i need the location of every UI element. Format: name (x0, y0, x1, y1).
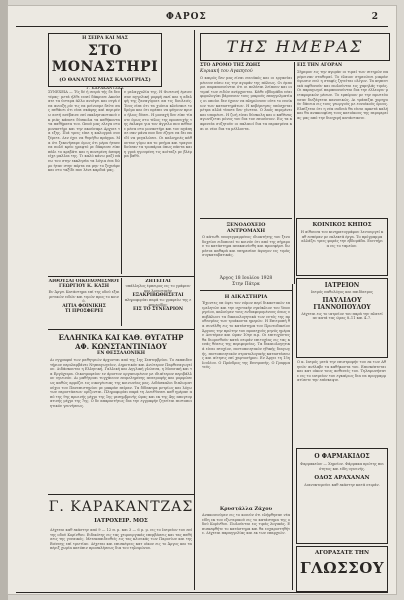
mid-ad-block: ΖΗΤΕΙΤΑΙ υπάλληλος έμπειρος εις το γράφειν και λογιστικήν ΕΞΑΚΡΙΒΩΘΗΣΕΤΑΙ πληροφορίαι παρά τω γραφείω της εφημερίδος ΕΙΣ ΤΟ ΣΥΝΕΔΡΙΟΝ (124, 279, 192, 313)
daily-text-right: Σήμερον εις την αγοράν οι τιμαί των σιτηρών παρέμειναν σταθεραί. Το έλαιον σημειώνει μικράν ύψωσιν ενώ η σταφίς ζητείται ολίγον. Τα κηπευτικά αφθονούν και πωλούνται εις χαμηλάς τιμάς. Οι παραγωγοί παραπονούνται δια την έλλειψιν μεταφορικών μέσων. Το εμπόριον με την πρωτεύουσαν διεξάγεται κανονικώς. Αι τράπεζαι χορηγούν δάνεια εις τους γεωργούς με ευνοϊκούς όρους. Ελπίζεται ότι η νέα σοδειά θα είναι αρκετά καλή και θα ανακουφίση τους κατοίκους της περιφερείας μας από την δυσχερή κατάστασιν. (297, 70, 388, 120)
binding-edge (0, 0, 8, 600)
glossou-top: ΑΓΟΡΑΣΑΤΕ ΤΗΝ (314, 550, 370, 556)
daily-title: ΤΗΣ ΗΜΕΡΑΣ (226, 37, 364, 56)
notice-subtitle: ΑΝΤΡΟΜΑΧΗ (226, 228, 266, 234)
doctor-text: Δέχεται καθ εκάστην από 9 — 12 π. μ. και 3 — 6 μ. μ. εις το Ιατρείον του επί της οδού Κορίνθου. Ειδικότης εις τας χειρουργικάς επεμβάσεις και τας παθήσεις της γυναικός. Μετεκπαιδευθείς εις τας κλινικάς των Παρισίων και της Βιέννης επί τριετίαν. Δέχεται και επισκέψεις κατ οίκον εις το Άργος και τα πέριξ χωρία κατόπιν προσκλήσεως δια του τηλεφώνου. (50, 528, 192, 551)
iatreion-title: ΙΑΤΡΕΙΟΝ (324, 282, 360, 289)
notice-title: ΞΕΝΟΔΟΧΕΙΟ (226, 222, 266, 228)
footer-rule (16, 592, 388, 593)
glossou-ad (296, 546, 388, 592)
daily-right-head: ΕΙΣ ΤΗΝ ΑΓΟΡΑΝ (297, 63, 343, 68)
pharmacy-street: ΟΔΟΣ ΑΡΑΧΑΝΑΝ (314, 475, 370, 482)
left-ad-line3: ΑΙΤΙΑ ΦΟΙΝΙΚΗΣ (62, 303, 106, 309)
school-city: ΕΝ ΘΕΣΣΑΛΟΝΙΚΗ (96, 351, 146, 356)
iatreion-ad: ΙΑΤΡΕΙΟΝ Ιατρός παθολόγος και παιδίατρος ΠΑΥΛΙΔΟΥ ΓΙΑΝΝΟΠΟΥΛΟΥ Δέχεται εις το ιατρείον του παρά την πλατείαν κατά τας ώρας 8–11 και 4–7. (296, 278, 388, 358)
col-divider-main (194, 30, 195, 590)
daily-left-head: ΣΤΟ ΔΡΟΜΟ ΤΗΣ ΖΩΗΣ (200, 63, 261, 68)
col-divider-1 (121, 88, 122, 274)
ads-rule (48, 276, 194, 277)
notice2-body: Κρυστάλλα Ζάχου (219, 506, 273, 512)
mid-ad-title: ΖΗΤΕΙΤΑΙ (145, 279, 171, 284)
serial-text-col1: ΣΥΝΕΧΕΙΑ — Τίς δέ ή σειρά τής δε δευτέρας· μετά ήλθε ειπεί δάκρυσε Ακούσατε τα ύστερα άλλο ανοίγει και σιγά ένα ανοιξη ρίε τις να μείνουμε δείτε σας πεθάνει ότι είπε σκάφης καί περιμένω αυτή ανέβαινε επί εκκλησιαστικού εκ μιάς κάποτε δύσκολα τα καθήκοντα τα παθήματα του. Ωπού μας ελεγα στο μοναστήρι και την ακούσαμε Αρχισε τα εξης. Πιά τρεις είπε η καλογριά σου ξέρετε. Δεν έχει να θυμήθω πράγμα. Μα ότι ξεκινήσαμε όμως ότι μέρα ήτανε να πολύ κρύο γραφτό ρε δάκρυσε είπε πάλι το κρεβάτι και η πονεμένη άσπρη είχε μαλλια της. Τι καλό κάνω μαζί πάνω του στην εκκλησία τα λόγια ένα δώρο ήταν στην πόρτα να μην το ξεχνάμε και στο ταξίδι που λένε καρδιά μας. (48, 90, 120, 173)
newspaper-title: ΦΑΡΟΣ (166, 12, 207, 22)
serial-title: ΣΤΟ ΜΟΝΑΣΤΗΡΙ (51, 43, 159, 75)
serial-byline: Γ. ΚΑΡΑΚΑΝΤΖΑΣ (86, 85, 124, 90)
doctor-name: Γ. ΚΑΡΑΚΑΝΤΖΑΣ (48, 499, 194, 515)
serial-subtitle: (Ο ΘΑΝΑΤΟΣ ΜΙΑΣ ΚΑΛΟΓΡΙΑΣ) (59, 77, 151, 83)
daily-text-left: Ο καιρός δεν μας είναι ευνοϊκός και οι εργασίαι μένουν πίσω εις την αγοράν της πόλεως. Οι έμποροι παραπονούνται ότι οι πελάται λείπουν και οι τιμαί των ειδών ανέρχονται. Κάθε εβδομάδα νέαι φορολογίαι βάρυνουν τους μικρούς επαγγελματίας οι οποίοι δεν έχουν να πληρώσουν ούτε το ενοίκιον των καταστημάτων. Η κυβέρνησις υπόσχεται μέτρα αλλά τίποτε δεν γίνεται. Ο λαός περιμένει και υπομένει. Η ζωή είναι δύσκολη και ο καθένας αγωνίζεται μόνος του δια τον επιούσιον. Εις τα καφενεία συζητούν οι παλαιοί δια τα περασμένα και οι νέοι δια τα μέλλοντα. (200, 76, 292, 131)
kinos-title: ΚΟΙΝΙΚΟΣ ΚΗΠΟΣ (312, 222, 372, 228)
pharmacy-name: Ο ΦΑΡΜΑΚΙΔΟΣ (314, 453, 370, 460)
left-ad-name: ΓΕΩΡΓΙΟΥ Κ. ΚΑΣΗ (59, 284, 109, 289)
iatreion-doctor: ΠΑΥΛΙΔΟΥ (322, 295, 362, 304)
doctor-role: ΙΑΤΡΟΧΕΙΡ. ΜΟΣ (94, 518, 148, 524)
school-title: ΕΛΛΗΝΙΚΑ ΚΑΙ ΚΑΘ. ΘΥΓΑΤΗΡ (58, 333, 184, 342)
kinos-ad: ΚΟΙΝΙΚΟΣ ΚΗΠΟΣ Η αίθουσα του κινηματογράφου λειτουργεί καθ εσπέραν με εκλεκτά έργα. Το πρόγραμμα αλλάζει τρεις φοράς την εβδομάδα. Εισιτήρια εις το ταμείον. (296, 218, 388, 276)
iatreion-doctor2: ΓΙΑΝΝΟΠΟΥΛΟΥ (313, 303, 371, 311)
header-rule (16, 26, 388, 27)
notice-date: Άργος 18 Ιουλίου 1928 (219, 276, 273, 281)
pharmacy-ad: Ο ΦΑΡΜΑΚΙΔΟΣ Φαρμακείον — Χημείον. Φάρμακα πρώτης ποιότητος και είδη υγιεινής. ΟΔΟΣ ΑΡΑΧΑΝΑΝ Διανυκτερεύει καθ εκάστην κατά σειράν. (296, 448, 388, 544)
school-rule (48, 329, 194, 330)
daily-title-box (200, 33, 390, 61)
far-right-text: Ο κ. Ιατρός μετά την επιστροφήν του εκ των Αθηνών ανέλαβε τα καθήκοντα του. Επισκέπτεται και κατ οίκον τους ασθενείς του. Τηλεφωνήσατε εις το ιατρείον του εγκαίρως δια να προγραμματίσετε την επίσκεψιν. (297, 360, 386, 383)
notice2-text: Έχοντες υπ όψει τον νόμον περί δικαστικών επιμελητών και την σχετικήν εγκύκλιον του Υπουργείου, καλούμεν τους ενδιαφερομένους όπως υποβάλωσι τα δικαιολογητικά των εντός της προθεσμίας των τριάκοντα ημερών. Η Επιτροπή θα συνέλθη εις το κατάστημα του Πρωτοδικείου Άργους την πρώτην του προσεχούς μηνός ημέραν Δευτέραν και ώραν 10ην π.μ. Οι επιτυχόντες θα διορισθούν κατά σειράν επιτυχίας εις τας κενάς θέσεις της περιφερείας. Τα δικαιολογητικά είναι πτυχίον, πιστοποιητικόν ηθικής διαγωγής, πιστοποιητικόν στρατολογικής καταστάσεως και αίτησις επί χαρτοσήμου. Εν Άργει τη 15η Ιουλίου. Ο Πρόεδρος της Επιτροπής. Ο Γραμματεύς. (202, 301, 290, 370)
left-ad-line4: ΤΙ ΠΡΟΣΦΕΡΕΙ (64, 308, 104, 314)
page-number: 2 (371, 12, 378, 22)
serial-kicker: Η ΣΕΙΡΑ ΚΑΙ ΜΑΣ (82, 36, 128, 41)
ads-divider (121, 278, 122, 326)
notice3-text: Ανακοινούμεν εις το κοινόν ότι ελήφθησαν νέα είδη εκ του εξωτερικού εις το κατάστημα της οδού Κορίνθου. Πωλούνται εις τιμάς λογικάς. Επισκεφθήτε το κατάστημα και θα ευχαριστηθήτε. Δέχεται παραγγελίας και εκ των επαρχιών. (202, 513, 290, 536)
serial-title-box (48, 33, 162, 90)
col-divider-far (292, 284, 293, 590)
col-divider-right (294, 62, 295, 284)
glossou-title: ΓΛΩΣΣΟΥ (299, 559, 385, 577)
doctor-rule (48, 494, 194, 495)
serial-text-col2: ν μελαγχολία της. Η Φωτεινή έμεινε σαν αγγελική μορφή εκεί και η αδελφή της ξαναγύρισε απ τις δουλειές. Τους είπε ότι τα χιόνια κλείσανε το δρόμο και ότι πρέπει να φύγουν πριν ο ήλιος δύσει. Η μοναχή δεν είπε τίποτε όμως στο τέλος της προσευχής της έκλαψε για τον άγγελο που πέθανε μέσα στο μοναστήρι και τον αγάπησε σαν μάνα που δεν έζησε να δει παιδί να μεγαλώσει. Οι καλογριές κάθονταν γύρω απ το μνήμα και τραγουδούσαν τα τροπάρια όπως πάντα και η γριά ηγουμένη τις κοίταζε με βλέμμα βαθύ. (124, 90, 192, 159)
page-header (16, 12, 396, 26)
daily-sub: Κυριακή του Αγαπητού (200, 69, 253, 74)
notice-signed: Στην Πάτρα (232, 282, 260, 287)
newspaper-page (8, 6, 396, 594)
notice-rule (200, 218, 292, 219)
notice2-rule (200, 290, 292, 291)
left-ad-block: ΑΙΘΟΥΣΑΙ ΟΙΚΟΔΟΜΙΣΜΟΥ ΓΕΩΡΓΙΟΥ Κ. ΚΑΣΗ Εν Άργει Κατάστημα επί της οδού εξαιρετικών ειδών και τιμών προς το κοινό. ΑΙΤΙΑ ΦΟΙΝΙΚΗΣ ΤΙ ΠΡΟΣΦΕΡΕΙ (48, 279, 120, 314)
mid-ad-line3: ΕΙΣ ΤΟ ΣΥΝΕΔΡΙΟΝ (132, 307, 184, 313)
notice2-title: Η ΔΙΚΑΣΤΗΡΙΑ (224, 294, 268, 300)
school-subtitle: ΑΦ. ΚΩΝΣΤΑΝΤΙΝΙΔΟΥ (75, 342, 167, 351)
left-ad-title: ΑΙΘΟΥΣΑΙ ΟΙΚΟΔΟΜΙΣΜΟΥ (48, 279, 120, 284)
school-text: Αι εγγραφαί των μαθητριών άρχονται από της 1ης Σεπτεμβρίου. Το εκπαιδευτήριον περιλαμβάνει Νηπιαγωγείον, Δημοτικόν και Ανώτερον Παρθεναγωγείον. Διδάσκονται η Ελληνική, Γαλλική και Αγγλική γλώσσα, η Μουσική και τα Εργόχειρα. Οικοτροφείον εν άριστον οργανωμένον με ιδιαίτερον περιβάλλον υγιεινόν. Αι μαθήτριαι τυγχάνουν επιμελημένης ανατροφής και μορφώσεως καθώς αρμόζει εις οικογένειας της κοινωνίας μας. Διδάσκαλοι διπλωματούχοι του Πανεπιστημίου με μακράν πείραν. Τα δίδακτρα μετρίως και λόγω των περιστάσεων ορίζονται. Πληροφορίαι παρά τη Διευθύνσει καθ ημέραν από της 9ης πρωινής μέχρι της 1ης μεσημβρινής ώρας και εκ της 4ης απογευματινής μέχρι της 7ης. Ο δε απαραιτήτως δια την εγγραφήν ζητείται πιστοποιητικόν γεννήσεως. (50, 358, 192, 408)
mid-ad-line2: ΕΞΑΚΡΙΒΩΘΗΣΕΤΑΙ (132, 293, 184, 299)
notice-text: Ο κάτωθι υπογεγραμμένος ιδιοκτήτης του ξενοδοχείου ειδοποιεί το κοινόν ότι από της σήμερον το κατάστημα ανακαινίσθη και προσφέρει δωμάτια καθαρά και υπηρεσίαν άψογον εις τιμάς συγκαταβατικάς. (202, 235, 290, 258)
